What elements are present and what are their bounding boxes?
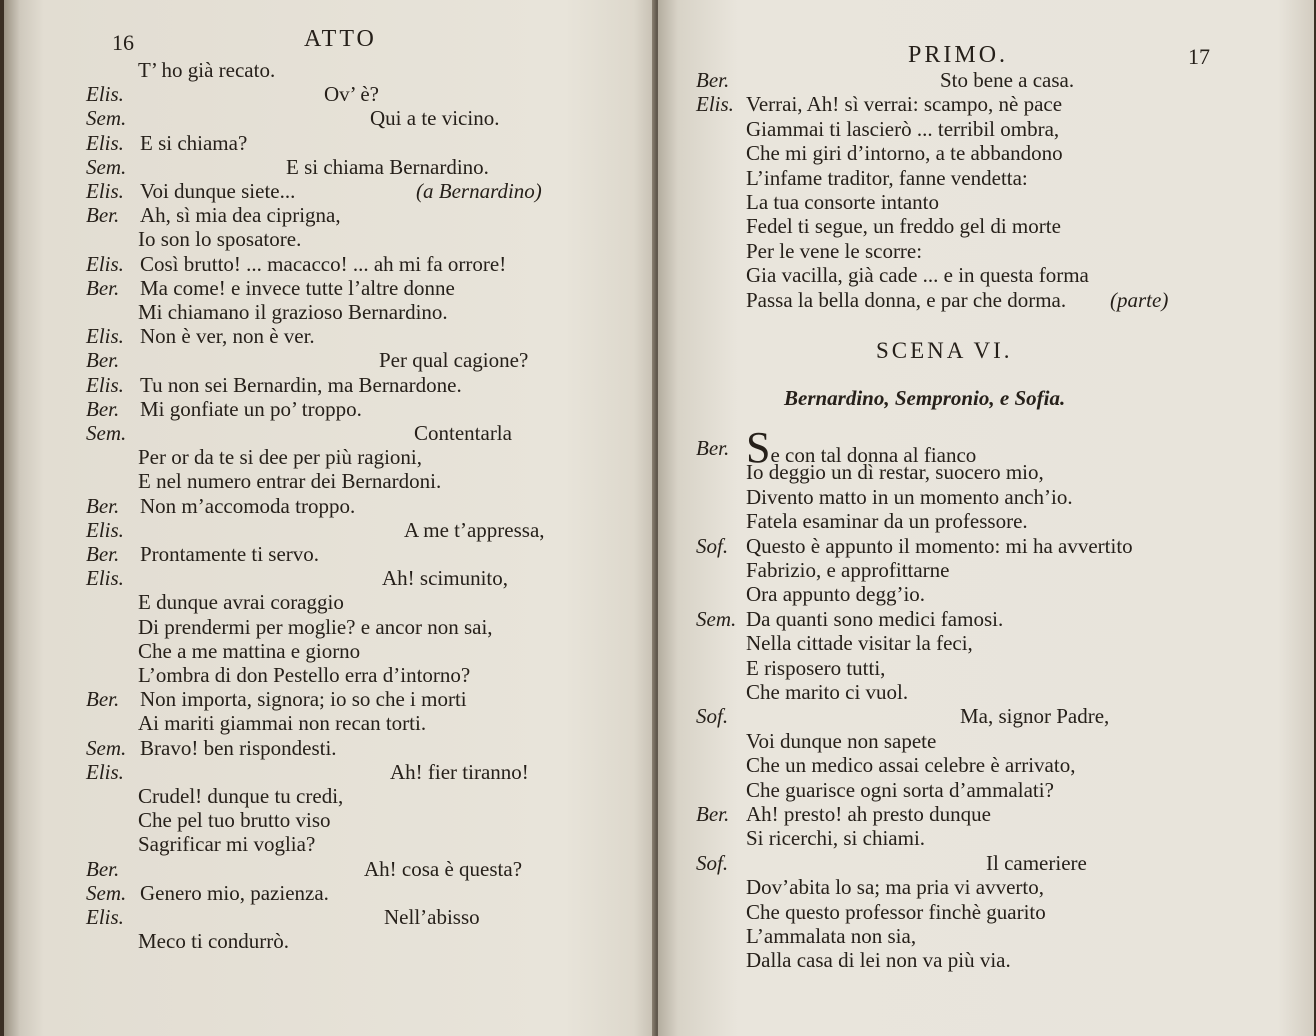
verse-text-content: Così brutto! ... macacco! ... ah mi fa orrore!: [140, 251, 507, 276]
scene-line: [658, 558, 1314, 582]
verse-text: [140, 736, 337, 760]
verse-text: [140, 397, 362, 421]
verse-text: [138, 808, 331, 832]
verse-text-content: L’ammalata non sia,: [746, 924, 917, 948]
verse-text-content: Ma come! e invece tutte l’altre donne: [140, 275, 455, 300]
verse-text: [138, 590, 344, 614]
left-line: [4, 808, 658, 832]
verse-text: [746, 948, 1011, 972]
scene-line: [658, 802, 1314, 826]
verse-text: [324, 82, 379, 106]
verse-text-content: Ai mariti giammai non recan torti.: [138, 711, 427, 736]
left-line: [4, 615, 658, 639]
verse-text-content: Crudel! dunque tu credi,: [138, 784, 344, 808]
left-line: [4, 58, 658, 82]
verse-text: [746, 460, 1044, 484]
left-line: [4, 276, 658, 300]
scene-line: [658, 423, 1314, 472]
verse-text: [286, 155, 489, 179]
verse-text-content: L’infame traditor, fanne vendetta:: [746, 165, 1028, 190]
verse-text-content: Ah! presto! ah presto dunque: [746, 802, 991, 826]
verse-text-content: Non importa, signora; io so che i morti: [140, 687, 467, 712]
verse-text: [960, 704, 1109, 728]
verse-text-content: Che guarisce ogni sorta d’ammalati?: [746, 777, 1054, 802]
left-line: [4, 518, 658, 542]
verse-text: [140, 687, 467, 711]
verse-text: [746, 288, 1066, 312]
verse-text-content: Bravo! ben rispondesti.: [140, 735, 337, 760]
verse-text-content: Che marito ci vuol.: [746, 680, 909, 704]
verse-text-content: La tua consorte intanto: [746, 190, 940, 214]
verse-text: [746, 900, 1046, 924]
verse-text: [382, 566, 508, 590]
left-line: [4, 131, 658, 155]
verse-text: [379, 348, 528, 372]
verse-text-content: Qui a te vicino.: [370, 106, 500, 131]
verse-text-content: Divento matto in un momento anch’io.: [746, 484, 1073, 509]
verse-text-content: Tu non sei Bernardin, ma Bernardone.: [140, 372, 462, 397]
verse-text-content: Che pel tuo brutto viso: [138, 808, 331, 833]
left-line: [4, 106, 658, 130]
left-line: [4, 566, 658, 590]
verse-text: [746, 141, 1063, 165]
verse-text: [404, 518, 545, 542]
left-line: [4, 82, 658, 106]
verse-text-content: Per qual cagione?: [379, 348, 529, 373]
verse-text: [746, 117, 1059, 141]
speaker-label: Ber.: [86, 396, 120, 421]
scene-line: [658, 924, 1314, 948]
left-line: [4, 469, 658, 493]
verse-text: [140, 324, 315, 348]
speaker-label: Elis.: [696, 92, 734, 117]
verse-text-content: Contentarla: [414, 421, 512, 445]
speaker-label: Elis.: [86, 324, 124, 349]
speaker-label: Elis.: [86, 759, 124, 784]
verse-text-content: Si ricerchi, si chiami.: [746, 826, 926, 851]
scene-line: [658, 485, 1314, 509]
verse-text: [986, 851, 1087, 875]
verse-text-content: Di prendermi per moglie? e ancor non sai,: [138, 614, 493, 639]
verse-text-content: Da quanti sono medici famosi.: [746, 606, 1004, 631]
verse-text: [746, 680, 908, 704]
running-header: ATTO: [304, 26, 377, 52]
verse-text-content: Fatela esaminar da un professore.: [746, 509, 1028, 534]
verse-text: [746, 924, 916, 948]
verse-text: [746, 826, 925, 850]
scene-line: [658, 607, 1314, 631]
verse-text: [140, 276, 455, 300]
speaker-label: Ber.: [86, 203, 120, 228]
left-line: [4, 421, 658, 445]
right-line: [658, 288, 1314, 312]
verse-text: [746, 656, 885, 680]
scene-line: [658, 753, 1314, 777]
verse-text-content: Fabrizio, e approfittarne: [746, 558, 950, 582]
speaker-label: Elis.: [86, 82, 124, 107]
speaker-label: Elis.: [86, 130, 124, 155]
verse-text: [746, 582, 925, 606]
left-line: [4, 832, 658, 856]
verse-text: [138, 300, 448, 324]
scene-line: [658, 460, 1314, 484]
scene-line: [658, 704, 1314, 728]
verse-text-content: Voi dunque non sapete: [746, 728, 937, 753]
speaker-label: Sem.: [86, 154, 127, 179]
verse-text: [746, 631, 973, 655]
verse-text-content: Dalla casa di lei non va più via.: [746, 948, 1011, 973]
verse-text: [364, 857, 522, 881]
scene-line: [658, 900, 1314, 924]
verse-text: [140, 881, 329, 905]
verse-text: [414, 421, 512, 445]
drop-cap-letter: S: [746, 423, 771, 472]
right-line: [658, 214, 1314, 238]
speaker-label: Ber.: [696, 68, 730, 92]
verse-text-content: Ah! fier tiranno!: [390, 759, 529, 784]
scene-line: [658, 582, 1314, 606]
speaker-label: Sem.: [86, 880, 127, 905]
left-line: [4, 905, 658, 929]
verse-text-content: Che a me mattina e giorno: [138, 638, 361, 663]
verse-text-content: Passa la bella donna, e par che dorma.: [746, 287, 1067, 312]
right-line: [658, 68, 1314, 92]
verse-text-content: Che mi giri d’intorno, a te abbandono: [746, 141, 1063, 166]
verse-text-content: Ah, sì mia dea ciprigna,: [140, 203, 341, 228]
left-line: [4, 300, 658, 324]
right-line: [658, 239, 1314, 263]
verse-text: [138, 227, 301, 251]
verse-text-content: Io deggio un dì restar, suocero mio,: [746, 460, 1044, 485]
left-line: [4, 590, 658, 614]
speaker-label: Ber.: [86, 493, 120, 518]
verse-text: [140, 252, 506, 276]
verse-text-content: Nell’abisso: [384, 905, 480, 929]
verse-text-content: Ma, signor Padre,: [960, 704, 1110, 729]
verse-text: [390, 760, 529, 784]
speaker-label: Ber.: [86, 542, 120, 566]
left-line: [4, 373, 658, 397]
left-line: [4, 324, 658, 348]
verse-text: [746, 753, 1075, 777]
stage-direction: (a Bernardino): [416, 179, 542, 203]
left-line: [4, 881, 658, 905]
speaker-label: Elis.: [86, 251, 124, 276]
verse-text: [140, 203, 341, 227]
speaker-label: Ber.: [86, 856, 120, 881]
verse-text-content: A me t’appressa,: [404, 517, 545, 542]
running-header: PRIMO.: [908, 42, 1009, 68]
verse-text: [138, 445, 422, 469]
verse-text: [746, 607, 1003, 631]
scene-line: [658, 851, 1314, 875]
page-number: 17: [1188, 44, 1210, 69]
verse-text-content: Il cameriere: [986, 850, 1087, 875]
verse-text-content: Io son lo sposatore.: [138, 227, 302, 252]
left-line: [4, 445, 658, 469]
verse-text: [138, 469, 441, 493]
verse-text: [138, 929, 289, 953]
right-line: [658, 92, 1314, 116]
verse-text: [746, 239, 922, 263]
verse-text-content: Gia vacilla, già cade ... e in questa forma: [746, 263, 1089, 288]
right-page: [658, 0, 1314, 1036]
left-line: [4, 857, 658, 881]
verse-text-content: Che questo professor finchè guarito: [746, 899, 1046, 924]
verse-text-content: Ah! cosa è questa?: [364, 856, 523, 881]
scene-line: [658, 826, 1314, 850]
right-line: [658, 190, 1314, 214]
scene-line: [658, 509, 1314, 533]
speaker-label: Sem.: [86, 421, 127, 445]
right-line: [658, 117, 1314, 141]
verse-text: [138, 784, 343, 808]
left-line: [4, 663, 658, 687]
verse-text: [746, 802, 991, 826]
speaker-label: Sem.: [86, 106, 127, 131]
verse-text-content: L’ombra di don Pestello erra d’intorno?: [138, 663, 471, 687]
speaker-label: Elis.: [86, 517, 124, 542]
verse-text-content: Dov’abita lo sa; ma pria vi avverto,: [746, 875, 1044, 900]
page-number: 16: [112, 30, 134, 55]
verse-text: [138, 663, 470, 687]
left-line: [4, 687, 658, 711]
speaker-label: Elis.: [86, 372, 124, 397]
speaker-label: Sof.: [696, 704, 729, 729]
speaker-label: Elis.: [86, 905, 124, 929]
left-line: [4, 760, 658, 784]
verse-text: [384, 905, 480, 929]
verse-text-content: Verrai, Ah! sì verrai: scampo, nè pace: [746, 92, 1063, 117]
verse-text: [746, 875, 1044, 899]
speaker-label: Ber.: [86, 275, 120, 300]
right-line: [658, 166, 1314, 190]
right-line: [658, 141, 1314, 165]
verse-text: [746, 534, 1133, 558]
verse-text: [370, 106, 499, 130]
left-line: [4, 639, 658, 663]
verse-text-content: Nella cittade visitar la feci,: [746, 631, 973, 656]
verse-text-content: Mi chiamano il grazioso Bernardino.: [138, 300, 448, 324]
verse-text-content: Giammai ti lascierò ... terribil ombra,: [746, 116, 1060, 141]
verse-text: [746, 92, 1062, 116]
speaker-label: Ber.: [696, 436, 730, 460]
verse-text: [746, 214, 1061, 238]
verse-text: [138, 58, 275, 82]
verse-text: [746, 263, 1089, 287]
verse-text: [746, 485, 1073, 509]
scene-characters: Bernardino, Sempronio, e Sofia.: [784, 386, 1066, 410]
left-line: [4, 348, 658, 372]
verse-text: [746, 509, 1028, 533]
left-line: [4, 542, 658, 566]
verse-text-content: Meco ti condurrò.: [138, 929, 290, 954]
scene-line: [658, 875, 1314, 899]
verse-text: [746, 558, 950, 582]
verse-text: [140, 131, 247, 155]
speaker-label: Elis.: [86, 179, 124, 203]
left-line: [4, 929, 658, 953]
verse-text-content: Non m’accomoda troppo.: [140, 493, 356, 518]
stage-direction: (parte): [1110, 287, 1169, 312]
speaker-label: Sem.: [86, 735, 127, 760]
verse-text-content: Voi dunque siete...: [140, 179, 296, 203]
verse-text-content: E si chiama?: [140, 130, 248, 155]
verse-text-content: E si chiama Bernardino.: [286, 154, 489, 179]
verse-text-content: Per le vene le scorre:: [746, 238, 923, 263]
verse-text-content: Prontamente ti servo.: [140, 542, 320, 566]
verse-text-content: Questo è appunto il momento: mi ha avvertito: [746, 533, 1133, 558]
speaker-label: Sof.: [696, 850, 729, 875]
scene-line: [658, 656, 1314, 680]
verse-text: [140, 179, 295, 203]
verse-text-content: Mi gonfiate un po’ troppo.: [140, 396, 362, 421]
verse-text-content: Che un medico assai celebre è arrivato,: [746, 753, 1076, 778]
verse-text-content: Ov’ è?: [324, 82, 379, 107]
verse-text: [746, 729, 936, 753]
verse-text-content: E nel numero entrar dei Bernardoni.: [138, 469, 442, 494]
scene-line: [658, 631, 1314, 655]
verse-text-content: Sto bene a casa.: [940, 68, 1075, 92]
scene-title: SCENA VI.: [876, 338, 1013, 363]
verse-text-content: Non è ver, non è ver.: [140, 324, 315, 349]
left-line: [4, 784, 658, 808]
left-line: [4, 179, 658, 203]
verse-text-content: E dunque avrai coraggio: [138, 590, 344, 615]
speaker-label: Ber.: [86, 687, 120, 712]
verse-text-content: Sagrificar mi voglia?: [138, 832, 316, 857]
scene-line: [658, 729, 1314, 753]
left-line: [4, 252, 658, 276]
verse-text: [138, 615, 493, 639]
verse-text-content: E risposero tutti,: [746, 655, 886, 680]
verse-text-content: Fedel ti segue, un freddo gel di morte: [746, 214, 1061, 239]
left-line: [4, 397, 658, 421]
verse-text-content: Ah! scimunito,: [382, 566, 508, 591]
verse-text-content: T’ ho già recato.: [138, 58, 276, 82]
verse-text: [746, 166, 1028, 190]
verse-text: [746, 778, 1054, 802]
scene-line: [658, 948, 1314, 972]
left-page: [4, 0, 658, 1036]
speaker-label: Ber.: [86, 348, 120, 373]
scene-line: [658, 680, 1314, 704]
verse-text: [140, 373, 462, 397]
left-line: [4, 494, 658, 518]
left-line: [4, 155, 658, 179]
verse-text: [138, 711, 426, 735]
verse-text-content: Per or da te si dee per più ragioni,: [138, 445, 422, 470]
left-line: [4, 203, 658, 227]
verse-text-content: Genero mio, pazienza.: [140, 880, 329, 905]
verse-text-content: e con tal donna al fianco: [770, 443, 977, 467]
speaker-label: Sof.: [696, 533, 729, 558]
verse-text: [940, 68, 1074, 92]
left-line: [4, 227, 658, 251]
scene-line: [658, 778, 1314, 802]
verse-text: [746, 190, 939, 214]
verse-text: [140, 494, 355, 518]
verse-text: [138, 639, 360, 663]
right-line: [658, 263, 1314, 287]
left-line: [4, 711, 658, 735]
speaker-label: Ber.: [696, 802, 730, 826]
verse-text: [138, 832, 315, 856]
verse-text-content: Ora appunto degg’io.: [746, 582, 926, 607]
scene-line: [658, 534, 1314, 558]
verse-text: [140, 542, 319, 566]
left-line: [4, 736, 658, 760]
speaker-label: Elis.: [86, 566, 124, 591]
speaker-label: Sem.: [696, 606, 737, 631]
